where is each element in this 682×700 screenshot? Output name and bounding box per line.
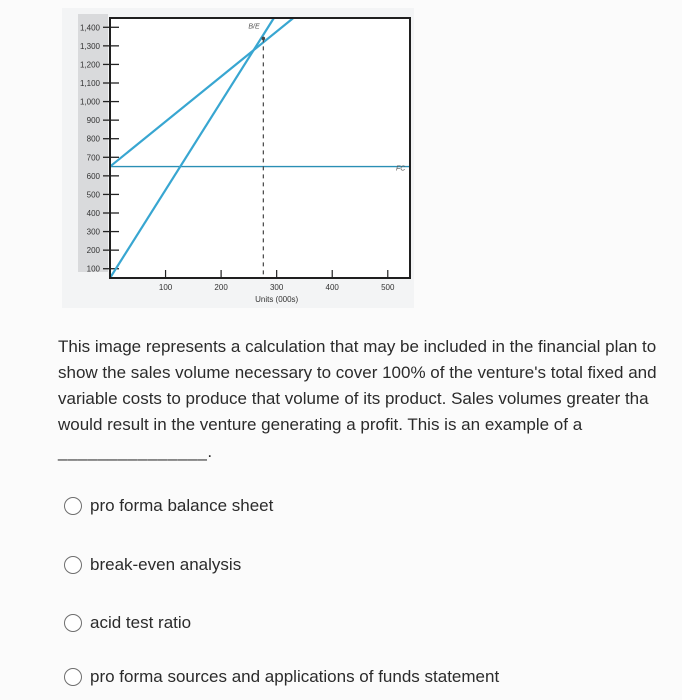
radio-button[interactable] — [64, 497, 82, 515]
y-tick-label: 300 — [86, 227, 100, 237]
y-tick-label: 1,300 — [79, 41, 100, 51]
plot-area — [110, 18, 410, 278]
x-tick-label: 300 — [269, 283, 284, 292]
y-tick-label: 900 — [86, 116, 100, 126]
x-tick-label: 100 — [158, 283, 173, 292]
y-tick-label: 1,000 — [79, 97, 100, 107]
x-tick-label: 500 — [381, 283, 395, 292]
x-tick-label: 400 — [325, 283, 339, 292]
option-pro-forma-sources-and-applications[interactable] — [64, 667, 499, 687]
break-even-chart — [0, 0, 682, 320]
y-tick-label: 1,400 — [79, 23, 100, 33]
y-tick-label: 1,100 — [79, 79, 100, 88]
option-label: acid test ratio — [90, 613, 192, 632]
option-label: pro forma sources and applications of funds statement — [90, 667, 500, 686]
option-label: pro forma balance sheet — [90, 496, 274, 515]
radio-button[interactable] — [64, 668, 82, 686]
break-even-label: B/E — [248, 23, 260, 31]
answer-blank: _______________. — [58, 442, 213, 461]
break-even-point — [262, 37, 266, 41]
fc-label: FC — [396, 165, 406, 173]
radio-button[interactable] — [64, 556, 82, 574]
y-tick-label: 100 — [86, 264, 100, 274]
chart-svg — [0, 0, 682, 320]
y-tick-label: 500 — [86, 190, 100, 200]
y-tick-label: 200 — [86, 246, 100, 256]
option-acid-test-ratio[interactable] — [64, 613, 191, 633]
y-tick-label: 800 — [86, 134, 100, 144]
y-tick-label: 1,200 — [79, 60, 100, 70]
question-text — [58, 334, 682, 438]
option-break-even-analysis[interactable] — [64, 555, 241, 575]
option-pro-forma-balance-sheet[interactable] — [64, 496, 273, 516]
question-line: show the sales volume necessary to cover 100% of the venture's total fixed and — [58, 363, 657, 382]
option-label: break-even analysis — [90, 555, 242, 574]
y-tick-label: 700 — [86, 153, 100, 163]
question-line: variable costs to produce that volume of its product. Sales volumes greater tha — [58, 389, 649, 408]
y-tick-label: 400 — [86, 209, 100, 218]
x-axis-title: Units (000s) — [255, 295, 299, 304]
y-tick-label: 600 — [86, 171, 100, 181]
x-tick-label: 200 — [214, 283, 228, 292]
question-line: would result in the venture generating a profit. This is an example of a — [58, 415, 583, 434]
radio-button[interactable] — [64, 614, 82, 632]
question-line: This image represents a calculation that may be included in the financial plan to — [58, 337, 657, 356]
